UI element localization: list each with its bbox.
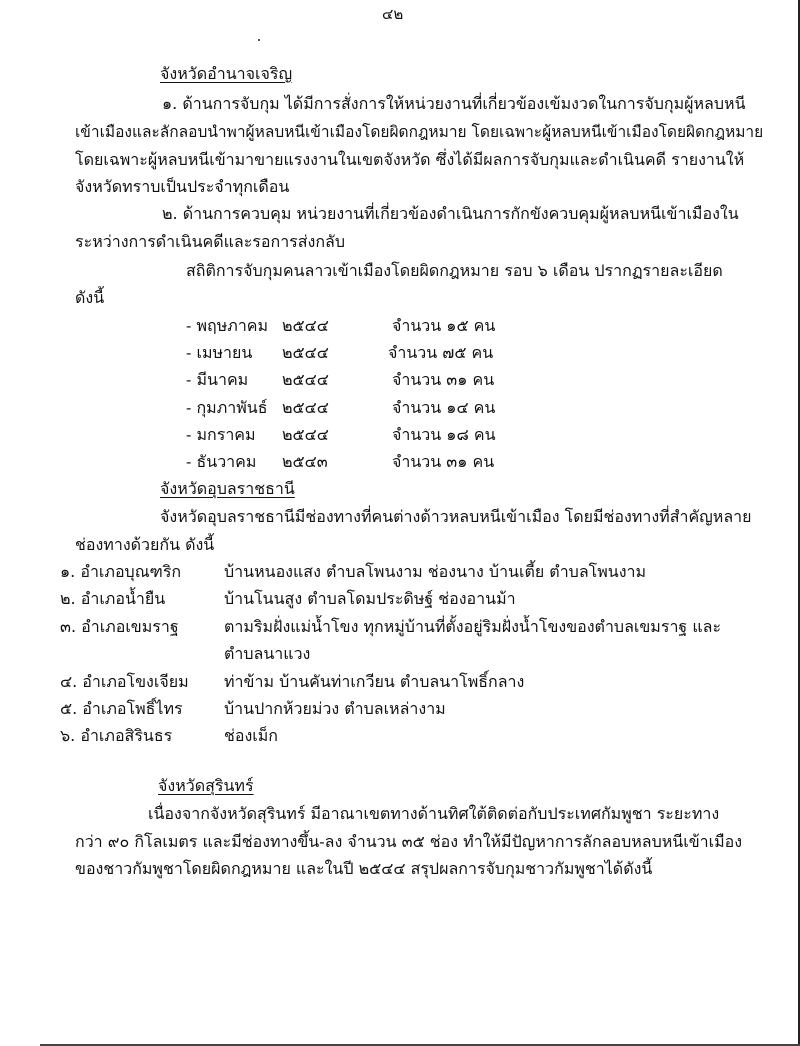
- district-desc: บ้านปากห้วยม่วง ตำบลเหล่างาม: [224, 699, 446, 718]
- district-desc: ตามริมฝั่งแม่น้ำโขง ทุกหมู่บ้านที่ตั้งอยู่ริมฝั่งน้ำโขงของตำบลเขมราฐ และ: [224, 617, 722, 636]
- para1-line: จังหวัดทราบเป็นประจำทุกเดือน: [75, 177, 290, 196]
- stats-month: - พฤษภาคม: [186, 316, 269, 335]
- district-desc: ท่าข้าม บ้านคันท่าเกวียน ตำบลนาโพธิ์กลาง: [224, 672, 525, 691]
- stats-count: จำนวน ๑๔ คน: [392, 398, 496, 417]
- district-desc: ช่องเม็ก: [224, 726, 278, 745]
- stats-year: ๒๕๔๔: [282, 425, 329, 444]
- stats-month: - เมษายน: [186, 343, 253, 362]
- heading-ubon-ratchathani: จังหวัดอุบลราชธานี: [160, 479, 295, 498]
- surin-para-line: ของชาวกัมพูชาโดยผิดกฎหมาย และในปี ๒๕๔๔ สรุปผลการจับกุมชาวกัมพูชาได้ดังนี้: [75, 859, 653, 878]
- stats-year: ๒๕๔๓: [282, 452, 328, 471]
- stats-year: ๒๕๔๔: [282, 343, 329, 362]
- para1-line: โดยเฉพาะผู้หลบหนีเข้ามาขายแรงงานในเขตจังหวัด ซึ่งได้มีผลการจับกุมและดำเนินคดี รายงานให้: [75, 150, 745, 169]
- district-desc: ตำบลนาแวง: [224, 644, 311, 663]
- para2-line: ระหว่างการดำเนินคดีและรอการส่งกลับ: [75, 232, 345, 251]
- district-name: ๕. อำเภอโพธิ์ไทร: [60, 699, 183, 718]
- heading-amnat-charoen: จังหวัดอำนาจเจริญ: [160, 64, 293, 83]
- stats-count: จำนวน ๗๕ คน: [388, 343, 494, 362]
- district-name: ๑. อำเภอบุณฑริก: [60, 562, 182, 581]
- stats-count: จำนวน ๓๑ คน: [392, 370, 495, 389]
- district-name: ๖. อำเภอสิรินธร: [60, 726, 173, 745]
- intro-line: ช่องทางด้วยกัน ดังนี้: [75, 535, 215, 554]
- stats-count: จำนวน ๑๘ คน: [392, 425, 496, 444]
- stats-month: - ธันวาคม: [186, 452, 257, 471]
- stats-month: - มกราคม: [186, 425, 256, 444]
- stats-month: - กุมภาพันธ์: [186, 398, 268, 417]
- district-name: ๒. อำเภอน้ำยืน: [60, 589, 166, 608]
- surin-para-line: เนื่องจากจังหวัดสุรินทร์ มีอาณาเขตทางด้านทิศใต้ติดต่อกับประเทศกัมพูชา ระยะทาง: [148, 804, 720, 823]
- intro-line: จังหวัดอุบลราชธานีมีช่องทางที่คนต่างด้าวหลบหนีเข้าเมือง โดยมีช่องทางที่สำคัญหลาย: [160, 507, 752, 526]
- stats-intro-line: ดังนี้: [75, 288, 105, 307]
- surin-para-line: กว่า ๙๐ กิโลเมตร และมีช่องทางขึ้น-ลง จำนวน ๓๕ ช่อง ทำให้มีปัญหาการลักลอบหลบหนีเข้าเมือง: [75, 832, 743, 851]
- stats-month: - มีนาคม: [186, 370, 249, 389]
- stats-intro-line: สถิติการจับกุมคนลาวเข้าเมืองโดยผิดกฎหมาย รอบ ๖ เดือน ปรากฏรายละเอียด: [186, 261, 723, 280]
- stats-count: จำนวน ๑๕ คน: [392, 316, 496, 335]
- district-name: ๓. อำเภอเขมราฐ: [60, 617, 179, 636]
- page-number: ๔๒: [382, 5, 404, 23]
- stats-year: ๒๕๔๔: [282, 398, 329, 417]
- heading-surin: จังหวัดสุรินทร์: [158, 776, 254, 795]
- stats-year: ๒๕๔๔: [282, 370, 329, 389]
- para2-line: ๒. ด้านการควบคุม หน่วยงานที่เกี่ยวข้องดำเนินการกักขังควบคุมผู้หลบหนีเข้าเมืองใน: [162, 204, 739, 223]
- stats-count: จำนวน ๓๑ คน: [392, 452, 495, 471]
- district-desc: บ้านโนนสูง ตำบลโดมประดิษฐ์ ช่องอานม้า: [224, 589, 516, 608]
- para1-line: เข้าเมืองและลักลอบนำพาผู้หลบหนีเข้าเมืองโดยผิดกฎหมาย โดยเฉพาะผู้หลบหนีเข้าเมืองโดยผิดกฎหมาย: [75, 123, 764, 141]
- para1-line: ๑. ด้านการจับกุม ได้มีการสั่งการให้หน่วยงานที่เกี่ยวข้องเข้มงวดในการจับกุมผู้หลบหนี: [162, 94, 746, 113]
- stats-year: ๒๕๔๔: [282, 316, 329, 335]
- district-desc: บ้านหนองแสง ตำบลโพนงาม ช่องนาง บ้านเตี้ย ตำบลโพนงาม: [224, 562, 647, 581]
- district-name: ๔. อำเภอโขงเจียม: [60, 672, 189, 691]
- scan-speck: [258, 39, 260, 41]
